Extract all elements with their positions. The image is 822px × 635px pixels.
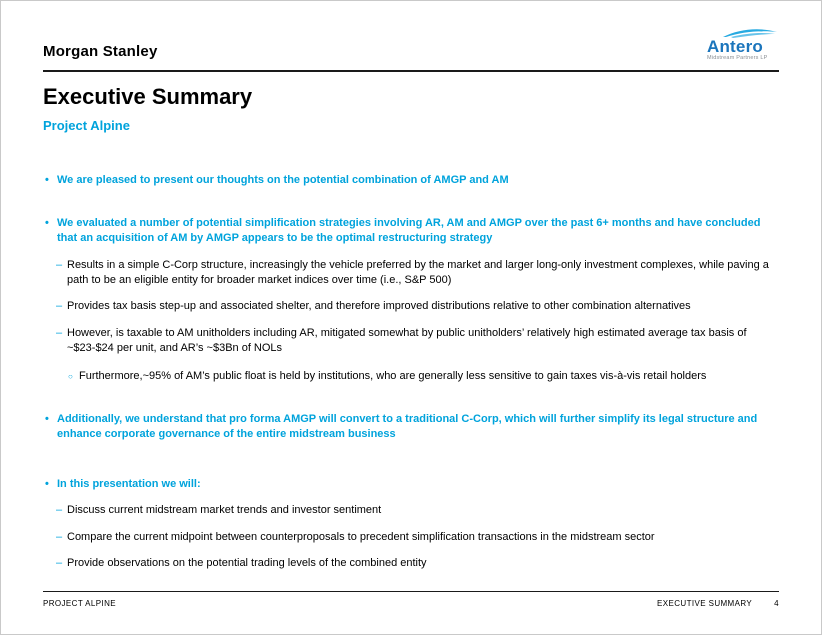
- dash-icon: [56, 326, 67, 341]
- page-subtitle: Project Alpine: [43, 117, 130, 133]
- antero-logo-subtext: Midstream Partners LP: [707, 55, 768, 61]
- footer-project-label: PROJECT ALPINE: [43, 599, 117, 608]
- sub-bullet-item: – Results in a simple C-Corp structure, increasingly the vehicle preferred by the market and larger long-only investment complexes, while paving a path to be an eligible entity for broader market indices over time (i.e., S&P 500): [56, 258, 779, 289]
- bullet-item: • In this presentation we will:: [45, 477, 779, 492]
- sub-sub-bullet-item: ○ Furthermore,~95% of AM’s public float is held by institutions, who are generally less sensitive to gain taxes vis-à-vis retail holders: [68, 369, 779, 384]
- bullet-icon: [45, 216, 57, 231]
- bullet-item: • We are pleased to present our thoughts on the potential combination of AMGP and AM: [45, 173, 779, 188]
- sub-bullet-item: – Provides tax basis step-up and associated shelter, and therefore improved distributions relative to other combination alternatives: [56, 299, 779, 314]
- bullet-item: • Additionally, we understand that pro forma AMGP will convert to a traditional C-Corp, which will further simplify its legal structure and enhance corporate governance of the entire midstream business: [45, 412, 779, 443]
- sub-bullet-item: – Provide observations on the potential trading levels of the combined entity: [56, 556, 779, 571]
- antero-logo-name: Antero: [707, 37, 763, 56]
- bullet-item: • We evaluated a number of potential simplification strategies involving AR, AM and AMGP over the past 6+ months and have concluded that an acquisition of AM by AMGP appears to be the optimal restructuring strategy: [45, 216, 779, 247]
- slide-footer: [43, 591, 779, 608]
- bullet-icon: [45, 477, 57, 492]
- slide-body: [45, 173, 779, 572]
- dash-icon: [56, 503, 67, 518]
- dash-icon: [56, 530, 67, 545]
- dash-icon: [56, 299, 67, 314]
- footer-divider: [43, 591, 779, 592]
- sub-bullet-item: – Discuss current midstream market trends and investor sentiment: [56, 503, 779, 518]
- circle-icon: [68, 369, 79, 384]
- slide-header: [1, 1, 821, 70]
- bullet-icon: [45, 412, 57, 427]
- sub-bullet-item: – Compare the current midpoint between counterproposals to precedent simplification transactions in the midstream sector: [56, 530, 779, 545]
- sub-bullet-item: – However, is taxable to AM unitholders including AR, mitigated somewhat by public unitholders’ relatively high estimated average tax basis of ~$23-$24 per unit, and AR’s ~$3Bn of NOLs: [56, 326, 779, 357]
- bullet-icon: [45, 173, 57, 188]
- dash-icon: [56, 556, 67, 571]
- page-title: Executive Summary: [43, 83, 253, 109]
- footer-section-label: EXECUTIVE SUMMARY: [657, 599, 753, 608]
- dash-icon: [56, 258, 67, 273]
- antero-logo: [707, 27, 779, 62]
- morgan-stanley-logo: Morgan Stanley: [43, 42, 158, 60]
- page-number: 4: [774, 599, 779, 608]
- header-divider: [43, 70, 779, 72]
